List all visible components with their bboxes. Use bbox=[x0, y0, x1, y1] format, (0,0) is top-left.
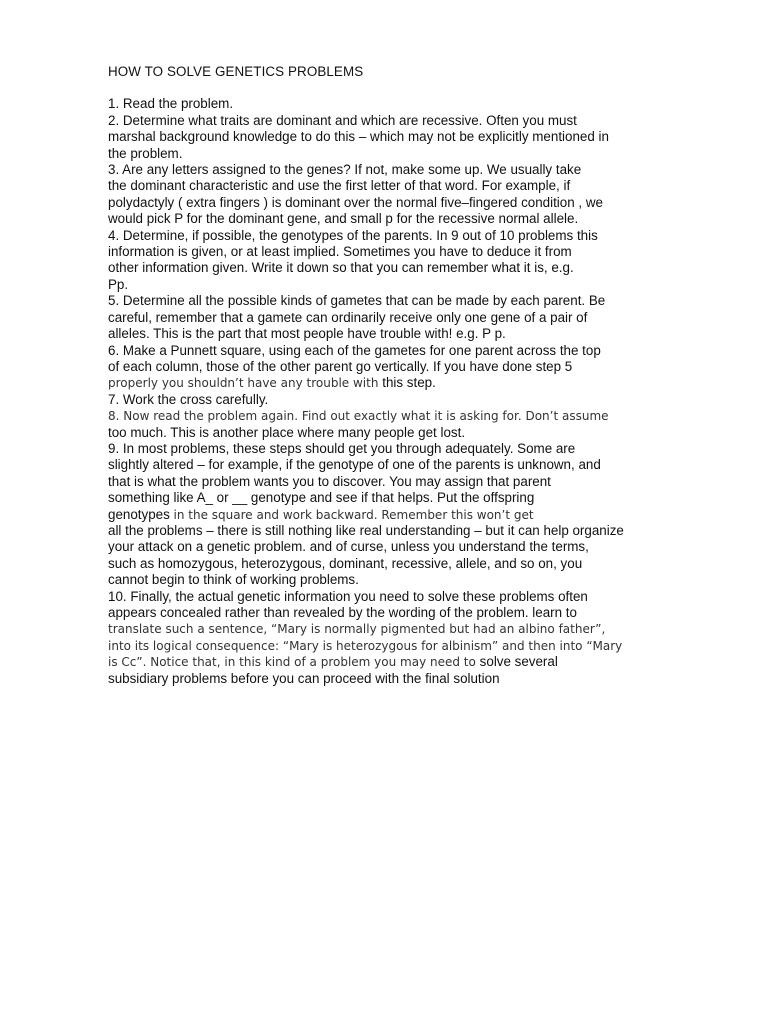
text-line: alleles. This is the part that most people have trouble with! e.g. P p. bbox=[108, 326, 506, 342]
text-line: 4. Determine, if possible, the genotypes of the parents. In 9 out of 10 problems this bbox=[108, 227, 598, 243]
document-content bbox=[108, 64, 668, 687]
text-line: the dominant characteristic and use the first letter of that word. For example, if bbox=[108, 178, 571, 194]
text-line: cannot begin to think of working problems. bbox=[108, 572, 359, 588]
text-line: slightly altered – for example, if the genotype of one of the parents is unknown, and bbox=[108, 457, 601, 473]
text-line: into its logical consequence: “Mary is heterozygous for albinism” and then into “Mary bbox=[108, 638, 623, 653]
text-line: 2. Determine what traits are dominant and which are recessive. Often you must bbox=[108, 112, 577, 128]
text-line: 6. Make a Punnett square, using each of the gametes for one parent across the top bbox=[108, 342, 601, 358]
text-line bbox=[108, 654, 668, 670]
text-line: would pick P for the dominant gene, and small p for the recessive normal allele. bbox=[108, 211, 579, 227]
text-line: 9. In most problems, these steps should get you through adequately. Some are bbox=[108, 440, 576, 456]
text-line: too much. This is another place where many people get lost. bbox=[108, 424, 466, 440]
text-line: careful, remember that a gamete can ordinarily receive only one gene of a pair of bbox=[108, 309, 588, 325]
text-span: solve several bbox=[479, 654, 558, 670]
text-line: appears concealed rather than revealed by the wording of the problem. learn to bbox=[108, 605, 577, 620]
text-line: something like A_ or __ genotype and see if that helps. Put the offspring bbox=[108, 490, 535, 506]
text-span-light: in the square and work backward. Remember this won’t get bbox=[173, 507, 534, 522]
text-line bbox=[108, 507, 668, 523]
text-line: your attack on a genetic problem. and of curse, unless you understand the terms, bbox=[108, 539, 589, 555]
text-line: subsidiary problems before you can proceed with the final solution bbox=[108, 670, 500, 686]
text-span-light: is Cc”. Notice that, in this kind of a problem you may need to bbox=[108, 655, 480, 670]
text-line: of each column, those of the other parent go vertically. If you have done step 5 bbox=[108, 358, 573, 374]
text-line: 1. Read the problem. bbox=[108, 96, 234, 112]
document-title: HOW TO SOLVE GENETICS PROBLEMS bbox=[108, 64, 364, 79]
text-span: genotypes bbox=[108, 506, 174, 522]
document-body bbox=[108, 96, 668, 687]
text-span-light: this step. bbox=[382, 375, 436, 391]
text-line: 10. Finally, the actual genetic information you need to solve these problems often bbox=[108, 588, 588, 604]
text-line: Pp. bbox=[108, 276, 129, 292]
text-line: the problem. bbox=[108, 145, 183, 161]
text-line bbox=[108, 375, 668, 391]
text-line: 7. Work the cross carefully. bbox=[108, 391, 269, 407]
text-line: all the problems – there is still nothing like real understanding – but it can help organize bbox=[108, 522, 624, 538]
text-line: other information given. Write it down so that you can remember what it is, e.g. bbox=[108, 260, 574, 276]
text-line: information is given, or at least implied. Sometimes you have to deduce it from bbox=[108, 244, 572, 260]
text-line: marshal background knowledge to do this – which may not be explicitly mentioned in bbox=[108, 129, 609, 145]
text-line: 8. Now read the problem again. Find out exactly what it is asking for. Don’t assume bbox=[108, 409, 609, 424]
text-line: translate such a sentence, “Mary is normally pigmented but had an albino father”, bbox=[108, 622, 606, 637]
text-line: that is what the problem wants you to discover. You may assign that parent bbox=[108, 473, 551, 489]
text-line: 5. Determine all the possible kinds of gametes that can be made by each parent. Be bbox=[108, 293, 606, 309]
text-line: such as homozygous, heterozygous, dominant, recessive, allele, and so on, you bbox=[108, 555, 583, 571]
text-line: 3. Are any letters assigned to the genes? If not, make some up. We usually take bbox=[108, 162, 582, 178]
text-line: polydactyly ( extra fingers ) is dominant over the normal five–fingered condition , we bbox=[108, 194, 603, 210]
text-span: properly you shouldn’t have any trouble with bbox=[108, 376, 383, 391]
